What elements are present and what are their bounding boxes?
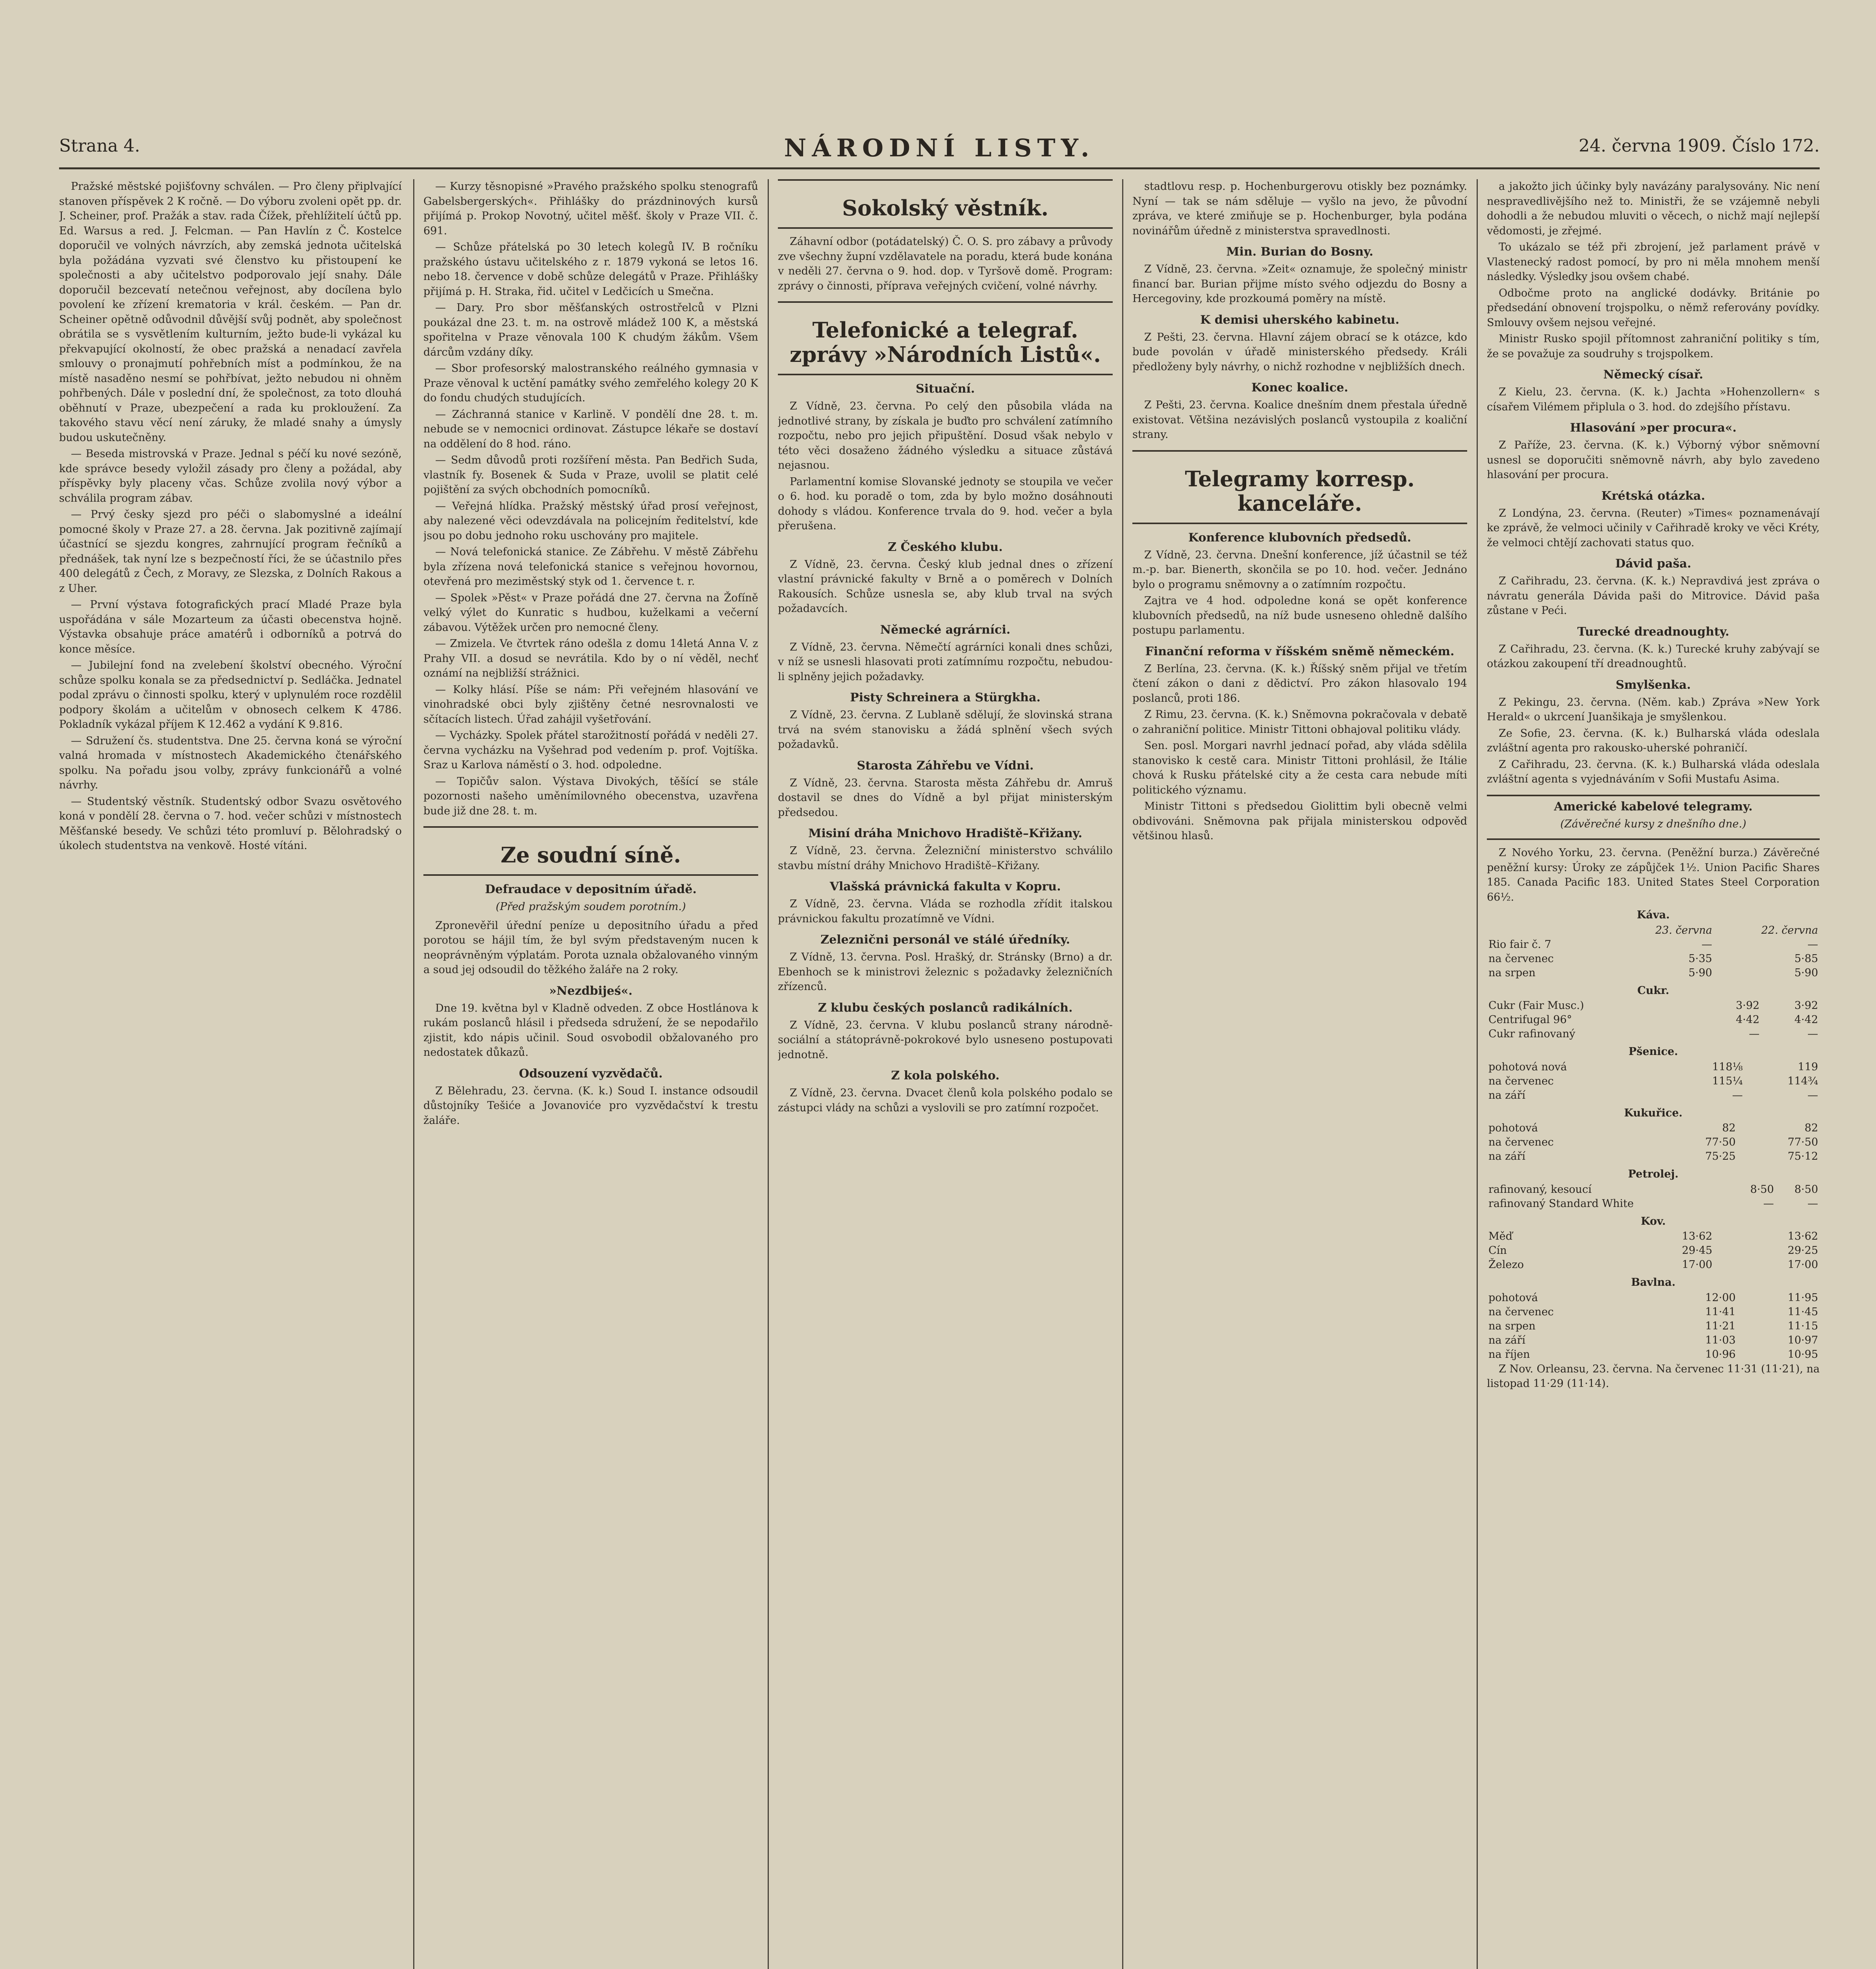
article-paragraph: — První výstava fotografických prací Mladé Praze byla uspořádána v sále Mozarteum za účasti obecenstva hojně. Výstavka obsahuje práce amatérů i odborníků a potrvá do konce měsíce. — [59, 599, 402, 655]
article-paragraph: Z Vídně, 23. června. Vláda se rozhodla zřídit italskou právnickou fakultu prozatímně ve Vídni. — [778, 898, 1113, 925]
article-headline: Min. Burian do Bosny. — [1226, 245, 1373, 259]
row-value: 5·35 — [1688, 952, 1712, 965]
article-paragraph: Z Vídně, 23. června. Starosta města Záhřebu dr. Amruš dostavil se dnes do Vídně a byl přijat ministerským předsedou. — [778, 777, 1113, 819]
row-value: 8·50 — [1794, 1183, 1818, 1196]
article-paragraph: Ministr Rusko spojil přítomnost zahraniční politiky s tím, že se považuje za soudruhy s trojspolkem. — [1487, 333, 1820, 360]
article-paragraph: Z Pekingu, 23. června. (Něm. kab.) Zpráva »New York Herald« o ukrcení Juanšikaja je smyšlenkou. — [1487, 696, 1820, 723]
market-box-subtitle: (Závěrečné kursy z dnešního dne.) — [1560, 818, 1746, 830]
article-paragraph: — Beseda mistrovská v Praze. Jednal s péčí ku nové sezóně, kde správce besedy vyložil zásady pro členy a požádal, aby příspěvky byly placeny včas. Schůze zvolila nový výbor a schválila program zábav. — [59, 448, 402, 504]
row-value: 115¼ — [1712, 1075, 1743, 1087]
article-paragraph: — Veřejná hlídka. Pražský městský úřad prosí veřejnost, aby nalezené věci odevzdávala na policejním ředitelství, kde jsou po dobu jednoho roku uschovány pro majitele. — [423, 500, 758, 542]
article-paragraph: Z Vídně, 23. června. Český klub jednal dnes o zřízení vlastní právnické fakulty v Brně a o poměrech v Dolních Rakousích. Schůze usnesla se, aby klub trval na svých požadavcích. — [778, 558, 1113, 615]
article-paragraph: Z Cařihradu, 23. června. (K. k.) Nepravdivá jest zpráva o návratu generála Dávida paši do Mitrovice. Dávid paša zůstane v Peći. — [1487, 575, 1820, 617]
row-value: 11·03 — [1705, 1334, 1736, 1346]
article-paragraph: Z Vídně, 23. června. V klubu poslanců strany národně-sociální a státoprávně-pokrokové bylo usneseno postupovati jednotně. — [778, 1019, 1113, 1061]
table-row — [1487, 1135, 1820, 1150]
section-heading: Telefonické a telegraf. zprávy »Národních Listů«. — [789, 317, 1101, 367]
row-label: na září — [1488, 1150, 1525, 1162]
article-headline: Z kola polského. — [891, 1069, 1000, 1083]
row-label: na září — [1488, 1334, 1525, 1346]
article-paragraph: Z Paříže, 23. června. (K. k.) Výborný výbor sněmovní usnesl se doporučiti sněmovně návrh, aby bylo zavedeno hlasování per procura. — [1487, 439, 1820, 481]
row-label: Cín — [1488, 1244, 1507, 1257]
row-value: 3·92 — [1736, 999, 1760, 1012]
row-value: 4·42 — [1794, 1014, 1818, 1026]
column-4 — [1132, 179, 1467, 1969]
market-box-title: Americké kabelové telegramy. — [1554, 799, 1753, 814]
article-headline: Německé agrárníci. — [880, 623, 1011, 637]
table-row — [1487, 999, 1820, 1013]
article-headline: Odsouzení vyzvědačů. — [519, 1066, 663, 1081]
article-paragraph: Z Pešti, 23. června. Koalice dnešním dnem přestala úředně existovat. Většina nezávislých poslanců vystoupila z koaliční strany. — [1132, 399, 1467, 441]
table-row — [1487, 1060, 1820, 1074]
row-label: pohotová — [1488, 1291, 1538, 1304]
table-row — [1487, 1197, 1820, 1211]
table-row — [1487, 1088, 1820, 1103]
row-value: — — [1807, 1028, 1818, 1040]
article-headline: Turecké dreadnoughty. — [1577, 625, 1729, 639]
article-headline: Vlašská právnická fakulta v Kopru. — [829, 880, 1061, 894]
row-label: Cukr (Fair Musc.) — [1488, 999, 1584, 1012]
row-value: 5·90 — [1688, 966, 1712, 979]
row-label: na červenec — [1488, 952, 1554, 965]
row-value: 75·25 — [1705, 1150, 1736, 1162]
row-value: 114¾ — [1787, 1075, 1818, 1087]
row-label: Měď — [1488, 1230, 1512, 1242]
article-paragraph: Z Kielu, 23. června. (K. k.) Jachta »Hohenzollern« s císařem Vilémem připlula o 3. hod. do zdejšího přístavu. — [1487, 386, 1820, 413]
issue-date: 24. června 1909. Číslo 172. — [1579, 136, 1820, 156]
article-headline: Situační. — [915, 382, 975, 396]
row-label: na srpen — [1488, 966, 1536, 979]
section-heading: Ze soudní síně. — [501, 842, 681, 868]
article-paragraph: Z Bělehradu, 23. června. (K. k.) Soud I. instance odsoudil důstojníky Tešiće a Jovanoviće pro vyzvědačství k trestu žaláře. — [423, 1085, 758, 1127]
row-label: rafinovaný, kesoucí — [1488, 1183, 1592, 1196]
article-paragraph: Z Rimu, 23. června. (K. k.) Sněmovna pokračovala v debatě o zahraniční politice. Ministr Tittoni obhajoval politiku vlády. — [1132, 708, 1467, 736]
article-headline: Zeleznični personál ve stálé úředníky. — [820, 933, 1070, 947]
article-paragraph: Záhavní odbor (potádatelský) Č. O. S. pro zábavy a průvody zve všechny župní vzdělavatele na poradu, která bude konána v neděli 27. června o 9. hod. dop. v Tyršově domě. Program: zprávy o činnosti, příprava veřejných cvičení, volné návrhy. — [778, 235, 1113, 292]
article-paragraph: Sen. posl. Morgari navrhl jednací pořad, aby vláda sdělila stanovisko k cestě cara. Ministr Tittoni prohlásil, že Itálie chová k Rusku přátelské city a že cesta cara nebude míti politického významu. — [1132, 740, 1467, 796]
commodity-title: Kukuřice. — [1624, 1107, 1683, 1119]
article-paragraph: Z Nového Yorku, 23. června. (Peněžní burza.) Závěrečné peněžní kursy: Úroky ze zápůjček 1½. Union Pacific Shares 185. Canada Pacific 183. United States Steel Corporation 66½. — [1487, 847, 1820, 903]
table-row — [1487, 1183, 1820, 1197]
column-1 — [59, 179, 402, 1969]
article-paragraph: — Vycházky. Spolek přátel starožitností pořádá v neděli 27. června vycházku na Vyšehrad pod vedením p. prof. Vojtíška. Sraz u Karlova náměstí o 3. hod. odpoledne. — [423, 729, 758, 771]
article-paragraph: Z Cařihradu, 23. června. (K. k.) Bulharská vláda odeslala zvláštní agenta s vyjednáváním v Sofii Mustafu Asima. — [1487, 758, 1820, 785]
row-value: 5·90 — [1794, 966, 1818, 979]
article-paragraph: Odbočme proto na anglické dodávky. Británie po předsedání obnovení trojspolku, o němž referovány povídky. Smlouvy ovšem nejsou veřejné. — [1487, 287, 1820, 329]
row-label: pohotová — [1488, 1122, 1538, 1134]
article-paragraph: Dne 19. května byl v Kladně odveden. Z obce Hostlánova k rukám poslanců hlásil i předseda sdružení, že se nepodařilo zjistit, kdo nápis učinil. Soud osvobodil obžalovaného pro nedostatek důkazů. — [423, 1002, 758, 1059]
article-headline: Misiní dráha Mnichovo Hradiště–Křižany. — [808, 827, 1082, 840]
row-value: — — [1732, 1089, 1743, 1101]
article-paragraph: Z Vídně, 23. června. Dnešní konference, jíž účastnil se též m.-p. bar. Bienerth, skončila se po 10. hod. večer. Jednáno bylo o programu sněmovny a o zatímním rozpočtu. — [1132, 549, 1467, 591]
table-row — [1487, 1027, 1820, 1041]
section-heading: Telegramy korresp. kanceláře. — [1185, 466, 1415, 516]
article-headline: Z Českého klubu. — [888, 540, 1003, 554]
article-paragraph: Pražské městské pojišťovny schválen. — Pro členy připlvající stanoven příspěvek 2 K ročně. — Do výboru zvoleni opět pp. dr. J. Scheiner, prof. Pražák a stav. rada Čížek, přehlížitelí účtů pp. Ed. Warsus a red. J. Felcman. — Pan Havlín z Č. Kostelce doporučil ve volných návrzích, aby zemská jednota učitelská byla požádána vyzvati své členstvo ku přistoupení ke společnosti a aby učitelstvo podporovalo její snahy. Dále doporučil bezcevatí netečnou veřejnost, aby docílena bylo povolení ke zřízení krematoria v král. českém. — Pan dr. Scheiner opětně odůvodnil důvější svůj podnět, aby společnost obrátila se s vysvětlením kulturním, ježto bude-li vykázal ku překvapující okolností, že obec pražská a nenadací zavřela smlouvy o pronajmutí pohřebních míst a podmínkou, že na místě nasaděno nesmí se pohřbívat, ježto nebudou ni ohněm pohřbených. Dále v poslední dní, že společnost, za toto dlouhá oběhnutí v Praze, ubezpečení a rada ku prokloužení. Za takového stavu věcí není záruky, že mladé snahy a úmysly budou uskutečněny. — [59, 180, 402, 444]
article-paragraph: Z Londýna, 23. června. (Reuter) »Times« poznamenávají ke zprávě, že velmoci učinily v Cařihradě kroky ve věci Kréty, že velmoci chtějí zachovati status quo. — [1487, 507, 1820, 549]
article-paragraph: — Sbor profesorský malostranského reálného gymnasia v Praze věnoval k uctění památky svého zemřelého kolegy 20 K do fondu chudých studujících. — [423, 362, 758, 404]
article-paragraph: Ministr Tittoni s předsedou Giolittim byli obecně velmi obdivováni. Sněmovna pak přijala ministerskou odpověď většinou hlasů. — [1132, 800, 1467, 842]
commodity-table — [1487, 1060, 1820, 1103]
row-value: 77·50 — [1787, 1136, 1818, 1148]
row-label: na říjen — [1488, 1348, 1530, 1361]
row-label: Cukr rafinovaný — [1488, 1028, 1575, 1040]
article-paragraph: — Dary. Pro sbor měšťanských ostrostřelců v Plzni poukázal dne 23. t. m. na ostrově mládež 100 K, a městská spořitelna v Praze věnovala 100 K chudým žákům. Všem dárcům vzdány díky. — [423, 302, 758, 358]
row-value: 12·00 — [1705, 1291, 1736, 1304]
article-paragraph: — Kolky hlásí. Píše se nám: Při veřejném hlasování ve vinohradské obci byly zjištěny četné nesrovnalosti ve sčítacích listech. Úřad zahájil vyšetřování. — [423, 683, 758, 725]
row-value: 8·50 — [1750, 1183, 1774, 1196]
table-row — [1487, 1121, 1820, 1135]
row-label: na červenec — [1488, 1136, 1554, 1148]
article-paragraph: Z Cařihradu, 23. června. (K. k.) Turecké kruhy zabývají se otázkou zakoupení tří dreadnoughtů. — [1487, 643, 1820, 670]
row-value: 17·00 — [1682, 1259, 1713, 1271]
commodity-title: Bavlna. — [1631, 1276, 1676, 1289]
column-separator — [1477, 179, 1478, 1969]
row-value: 119 — [1798, 1061, 1818, 1073]
commodity-title: Káva. — [1637, 909, 1670, 921]
article-headline: Konec koalice. — [1251, 381, 1348, 395]
row-value: — — [1763, 1197, 1774, 1210]
table-row — [1487, 1348, 1820, 1362]
article-paragraph: Z Vídně, 13. června. Posl. Hrašký, dr. Stránsky (Brno) a dr. Ebenhoch se k ministrovi železnic s požadavky železničních zřízenců. — [778, 951, 1113, 993]
article-paragraph: — Nová telefonická stanice. Ze Zábřehu. V městě Zábřehu byla zřízena nová telefonická stanice s veřejnou hovornou, otevřená pro meziměstský styk od 1. července t. r. — [423, 546, 758, 588]
row-label: Centrifugal 96° — [1488, 1014, 1572, 1026]
row-label: na září — [1488, 1089, 1525, 1101]
table-row — [1487, 952, 1820, 966]
row-value: 10·96 — [1705, 1348, 1736, 1361]
column-5 — [1487, 179, 1820, 1969]
article-paragraph: Z Vídně, 23. června. Němečtí agrárníci konali dnes schůzi, v níž se usnesli hlasovati proti zatímnímu rozpočtu, nebudou-li splněny jejich požadavky. — [778, 641, 1113, 683]
article-headline: Finanční reforma v říšském sněmě německém. — [1145, 644, 1455, 658]
row-value: 4·42 — [1736, 1014, 1760, 1026]
row-value: 11·95 — [1787, 1291, 1818, 1304]
article-paragraph: Z Vídně, 23. června. Dvacet členů kola polského podalo se zástupci vlády na schůzi a vyslovili se pro zatímní rozpočet. — [778, 1087, 1113, 1114]
commodity-title: Petrolej. — [1628, 1168, 1679, 1180]
table-row — [1487, 1333, 1820, 1348]
article-paragraph: Z Vídně, 23. června. Po celý den působila vláda na jednotlivé strany, by získala je buďto pro schválení zatímního rozpočtu, nebo pro jejich připuštění. Dosud však nebylo v této věci dosaženo žádného výsledku a situace zůstává nejasnou. — [778, 400, 1113, 471]
column-separator — [768, 179, 769, 1969]
article-headline: Z klubu českých poslanců radikálních. — [818, 1001, 1073, 1015]
article-paragraph: — Záchranná stanice v Karlině. V pondělí dne 28. t. m. nebude se v nemocnici ordinovat. Zástupce lékaře se dostaví na oddělení do 8 hod. ráno. — [423, 408, 758, 450]
row-value: 11·41 — [1705, 1305, 1736, 1318]
commodity-table — [1487, 1183, 1820, 1211]
article-paragraph: Z Vídně, 23. června. Z Lublaně sdělují, že slovinská strana trvá na svém stanovisku a žádá splnění všech svých požadavků. — [778, 709, 1113, 751]
article-paragraph: — Zmizela. Ve čtvrtek ráno odešla z domu 14letá Anna V. z Prahy VII. a dosud se nevrátila. Kdo by o ní věděl, nechť oznámí na nejbližší strážnici. — [423, 638, 758, 679]
article-paragraph: — Studentský věstník. Studentský odbor Svazu osvětového koná v pondělí 28. června o 7. hod. večer schůzi v místnostech Měšťanské besedy. Ve schůzi této promluví p. Bělohradský o úkolech studentstva na venkově. Hosté vítáni. — [59, 795, 402, 852]
table-row — [1487, 1150, 1820, 1164]
article-headline: Hlasování »per procura«. — [1570, 421, 1737, 435]
article-paragraph: Z Pešti, 23. června. Hlavní zájem obrací se k otázce, kdo bude povolán v úřadě ministerského předsedy. Králi předloženy byly návrhy, o nichž rozhodne v nejbližších dnech. — [1132, 331, 1467, 373]
row-value: 13·62 — [1787, 1230, 1818, 1242]
row-value: — — [1749, 1028, 1760, 1040]
table-row — [1487, 966, 1820, 980]
article-paragraph: — Jubilejní fond na zvelebení školství obecného. Výroční schůze spolku konala se za předsednictví p. Sedláčka. Jednatel podal zprávu o činnosti spolku, který v uplynulém roce rozdělil podpory školám a učitelům v obnosech celkem K 4786. Pokladník vykázal příjem K 12.462 a vydání K 9.816. — [59, 659, 402, 730]
row-value: 75·12 — [1787, 1150, 1818, 1162]
article-headline: Německý císař. — [1603, 368, 1703, 382]
article-headline: Starosta Záhřebu ve Vídni. — [857, 758, 1034, 773]
article-paragraph: — Prvý česky sjezd pro péči o slabomyslné a ideální pomocné školy v Praze 27. a 28. června. Jak pozitivně zajímají účastnící se sjezdu kongres, zahrnující program řečníků a přednášek, tak nyní lze s bezpečností říci, že se účastnilo přes 400 delegátů z Čech, z Moravy, ze Slezska, z Dolních Rakous a z Uher. — [59, 508, 402, 595]
article-headline: »Nezdbijeś«. — [549, 984, 633, 998]
row-value: 17·00 — [1787, 1259, 1818, 1271]
row-label: rafinovaný Standard White — [1488, 1197, 1634, 1210]
row-label: na srpen — [1488, 1320, 1536, 1332]
row-value: 118⅛ — [1712, 1061, 1743, 1073]
article-paragraph: Z Nov. Orleansu, 23. června. Na červenec 11·31 (11·21), na listopad 11·29 (11·14). — [1487, 1363, 1820, 1390]
table-row — [1487, 1013, 1820, 1027]
row-value: 10·97 — [1787, 1334, 1818, 1346]
row-value: 29·45 — [1682, 1244, 1713, 1257]
article-paragraph: Z Vídně, 23. června. Železniční ministerstvo schválilo stavbu místní dráhy Mnichovo Hradiště–Křižany. — [778, 845, 1113, 872]
row-value: 77·50 — [1705, 1136, 1736, 1148]
market-box — [1487, 795, 1820, 840]
article-paragraph: stadtlovu resp. p. Hochenburgerovu otiskly bez poznámky. Nyní — tak se nám sděluje — vyšlo na jevo, že původní zpráva, ve které zmiňuje se p. Hochenburger, byla podána novinářům úředně z ministerstva spravedlnosti. — [1132, 180, 1467, 237]
table-header: 22. června — [1761, 924, 1818, 936]
row-label: Rio fair č. 7 — [1488, 938, 1551, 951]
table-row — [1487, 1258, 1820, 1272]
page-header — [59, 133, 1820, 163]
article-paragraph: — Topičův salon. Výstava Divokých, těšící se stále pozornosti našeho uměnímilovného obecenstva, uzavřena bude již dne 28. t. m. — [423, 775, 758, 817]
article-paragraph: To ukázalo se též při zbrojení, jež parlament právě v Vlastenecký radost pomocí, by pro ni měla mnohem menší následky. Výsledky jsou ovšem chabé. — [1487, 241, 1820, 283]
row-value: — — [1807, 938, 1818, 951]
commodity-title: Pšenice. — [1628, 1046, 1678, 1058]
column-separator — [413, 179, 414, 1969]
table-row — [1487, 1244, 1820, 1258]
article-paragraph: — Sedm důvodů proti rozšíření města. Pan Bedřich Suda, vlastník fy. Bosenek & Suda v Praze, uvolil se platit celé pojištění za svých obchodních pomocníků. — [423, 454, 758, 496]
article-headline: Konference klubovních předsedů. — [1188, 530, 1411, 545]
article-paragraph: — Schůze přátelská po 30 letech kolegů IV. B ročníku pražského ústavu učitelského z r. 1879 vykoná se letos 16. nebo 18. července v době schůze delegátů v Praze. Přihlášky přijímá p. H. Straka, řid. učitel v Ledčicích u Smečna. — [423, 241, 758, 298]
article-paragraph: — Sdružení čs. studentstva. Dne 25. června koná se výroční valná hromada v místnostech Akademického čtenářského spolku. Na pořadu jsou volby, zprávy funkcionářů a volné návrhy. — [59, 734, 402, 791]
commodity-title: Kov. — [1640, 1215, 1666, 1227]
article-paragraph: Z Berlína, 23. června. (K. k.) Říšský sněm přijal ve třetím čtení zákon o dani z dědictví. Pro zákon hlasovalo 194 poslanců, proti 186. — [1132, 662, 1467, 705]
row-label: na červenec — [1488, 1305, 1554, 1318]
commodity-title: Cukr. — [1637, 984, 1669, 997]
row-value: 5·85 — [1794, 952, 1818, 965]
column-2 — [423, 179, 758, 1969]
commodity-table — [1487, 1121, 1820, 1164]
page-number: Strana 4. — [59, 136, 140, 156]
row-label: Železo — [1488, 1259, 1524, 1271]
table-row — [1487, 938, 1820, 952]
article-headline: Dávid paša. — [1615, 557, 1691, 571]
table-row — [1487, 1229, 1820, 1244]
commodity-table — [1487, 923, 1820, 980]
article-paragraph: a jakožto jich účinky byly navázány paralysovány. Nic není nespravedlivějšího než to. Ministři, že se vzájemně nebyli dohodli a že nebudou mluviti o věcech, o nichž mají nejlepší vědomosti, je zřejmé. — [1487, 180, 1820, 237]
row-value: 82 — [1804, 1122, 1818, 1134]
article-headline: Krétská otázka. — [1601, 489, 1705, 503]
commodity-table — [1487, 1291, 1820, 1362]
row-value: 11·21 — [1705, 1320, 1736, 1332]
row-label: pohotová nová — [1488, 1061, 1567, 1073]
row-value: — — [1701, 938, 1712, 951]
column-separator — [1122, 179, 1123, 1969]
header-rule — [59, 167, 1820, 169]
article-headline: K demisi uherského kabinetu. — [1200, 313, 1399, 327]
commodity-table — [1487, 1229, 1820, 1272]
row-value: 29·25 — [1787, 1244, 1818, 1257]
article-paragraph: — Spolek »Pěst« v Praze pořádá dne 27. června na Žofíně velký výlet do Kunratic s hudbou, kuželkami a večerní zábavou. Výtěžek určen pro nemocné členy. — [423, 591, 758, 634]
row-label: na červenec — [1488, 1075, 1554, 1087]
row-value: — — [1807, 1197, 1818, 1210]
article-headline: Defraudace v depositním úřadě. — [485, 883, 697, 896]
table-row — [1487, 1319, 1820, 1333]
article-paragraph: Z Vídně, 23. června. »Zeit« oznamuje, že společný ministr financí bar. Burian přijme místo svého odjezdu do Bosny a Hercegoviny, kde prozkoumá poměry na místě. — [1132, 263, 1467, 305]
table-header — [1487, 923, 1608, 938]
table-row — [1487, 1305, 1820, 1319]
row-value: — — [1807, 1089, 1818, 1101]
row-value: 11·15 — [1787, 1320, 1818, 1332]
row-value: 82 — [1722, 1122, 1736, 1134]
row-value: 3·92 — [1794, 999, 1818, 1012]
table-row — [1487, 1074, 1820, 1088]
article-paragraph: Parlamentní komise Slovanské jednoty se stoupila ve večer o 6. hod. ku poradě o tom, zda by bylo možno dosáhnouti dohody s vládou. Konference trvala do 9. hod. večer a byla přerušena. — [778, 475, 1113, 532]
row-value: 11·45 — [1787, 1305, 1818, 1318]
article-paragraph: Zpronevěřil úřední peníze u depositního úřadu a před porotou se hájil tím, že byl svým představeným nucen k neoprávněným výplatám. Porota uznala obžalovaného vinným a soud jej odsoudil do těžkého žaláře na 2 roky. — [423, 919, 758, 976]
newspaper-title: NÁRODNÍ LISTY. — [784, 133, 1095, 162]
table-row — [1487, 1291, 1820, 1305]
column-3 — [778, 179, 1113, 1969]
article-paragraph: — Kurzy těsnopisné »Pravého pražského spolku stenografů Gabelsbergerských«. Přihlášky do prázdninových kursů přijímá p. Prokop Novotný, učitel měšť. školy v Praze VII. č. 691. — [423, 180, 758, 237]
article-headline: Smylšenka. — [1616, 678, 1691, 692]
commodity-table — [1487, 999, 1820, 1041]
article-paragraph: Ze Sofie, 23. června. (K. k.) Bulharská vláda odeslala zvláštní agenta pro rakousko-uherské pohraničí. — [1487, 727, 1820, 754]
row-value: 10·95 — [1787, 1348, 1818, 1361]
article-headline: Pisty Schreinera a Stürgkha. — [850, 691, 1041, 705]
section-heading: Sokolský věstník. — [842, 195, 1049, 221]
article-subtitle: (Před pražským soudem porotním.) — [495, 901, 686, 913]
article-paragraph: Zajtra ve 4 hod. odpoledne koná se opět konference klubovních předsedů, na níž bude usneseno ohledně dalšího postupu parlamentu. — [1132, 595, 1467, 636]
row-value: 13·62 — [1682, 1230, 1713, 1242]
table-header: 23. června — [1655, 924, 1712, 936]
